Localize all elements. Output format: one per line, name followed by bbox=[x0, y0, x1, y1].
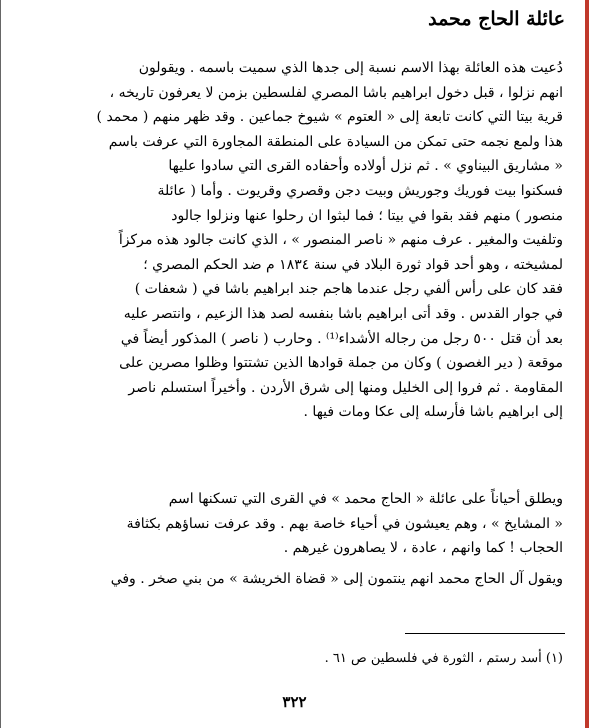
paragraph-2 bbox=[23, 487, 563, 561]
text-line: « مشاريق البيناوي » . ثم نزل أولاده وأحفاده القرى التي سادوا عليها bbox=[168, 158, 563, 175]
text-line: « المشايخ » ، وهم يعيشون في أحياء خاصة بهم . وقد عرفت نساؤهم بكثافة bbox=[126, 515, 563, 532]
text-line: قرية بيتا التي كانت تابعة إلى « العتوم » شيوخ جماعين . وقد ظهر منهم ( محمد ) bbox=[96, 109, 563, 126]
text-line: الحجاب ! كما وانهم ، عادة ، لا يصاهرون غيرهم . bbox=[283, 540, 563, 557]
footnote: (١) أسد رستم ، الثورة في فلسطين ص ٦١ . bbox=[324, 651, 563, 666]
text-line: بعد أن قتل ٥٠٠ رجل من رجاله الأشداء⁽¹⁾ . وحارب ( ناصر ) المذكور أيضاً في bbox=[120, 330, 563, 347]
page-heading: عائلة الحاج محمد bbox=[428, 8, 565, 30]
text-line: دُعيت هذه العائلة بهذا الاسم نسبة إلى جدها الذي سميت باسمه . ويقولون bbox=[138, 60, 563, 76]
text-line: موقعة ( دير الغصون ) وكان من جملة قوادها الذين تشتتوا وظلوا مصرين على bbox=[119, 355, 563, 372]
text-line: فسكنوا بيت فوريك وجوريش وبيت دجن وقصري وقريوت . وأما ( عائلة bbox=[157, 182, 563, 199]
text-line: إلى ابراهيم باشا فأرسله إلى عكا ومات فيها . bbox=[303, 404, 563, 421]
page-number: ٣٢٢ bbox=[282, 693, 307, 711]
text-line: فقد كان على رأس ألفي رجل عندما هاجم جند ابراهيم باشا في ( شعفات ) bbox=[134, 281, 563, 298]
paragraph-3 bbox=[23, 567, 563, 592]
text-line: ويطلق أحياناً على عائلة « الحاج محمد » في القرى التي تسكنها اسم bbox=[168, 491, 563, 507]
text-line: هذا ولمع نجمه حتى تمكن من السيادة على المنطقة المجاورة التي عرفت باسم bbox=[108, 133, 563, 150]
text-line: ويقول آل الحاج محمد انهم ينتمون إلى « قضاة الخريشة » من بني صخر . وفي bbox=[110, 571, 563, 587]
paragraph-1 bbox=[23, 56, 563, 425]
text-line: انهم نزلوا ، قبل دخول ابراهيم باشا المصري لفلسطين بزمن لا يعرفون تاريخه ، bbox=[109, 84, 563, 101]
text-line: لمشيخته ، وهو أحد قواد ثورة البلاد في سنة ١٨٣٤ م ضد الحكم المصري ؛ bbox=[143, 256, 563, 273]
footnote-divider bbox=[405, 633, 565, 634]
text-line: في جوار القدس . وقد أتى ابراهيم باشا بنفسه لصد هذا الزعيم ، وانتصر عليه bbox=[123, 305, 563, 322]
text-line: وتلفيت والمغير . عرف منهم « ناصر المنصور » ، الذي كانت جالود هذه مركزاً bbox=[118, 232, 563, 249]
text-line: منصور ) منهم فقد بقوا في بيتا ؛ فما لبثوا ان رحلوا عنها ونزلوا جالود bbox=[171, 207, 563, 224]
text-line: المقاومة . ثم فروا إلى الخليل ومنها إلى شرق الأردن . وأخيراً استسلم ناصر bbox=[128, 379, 563, 396]
